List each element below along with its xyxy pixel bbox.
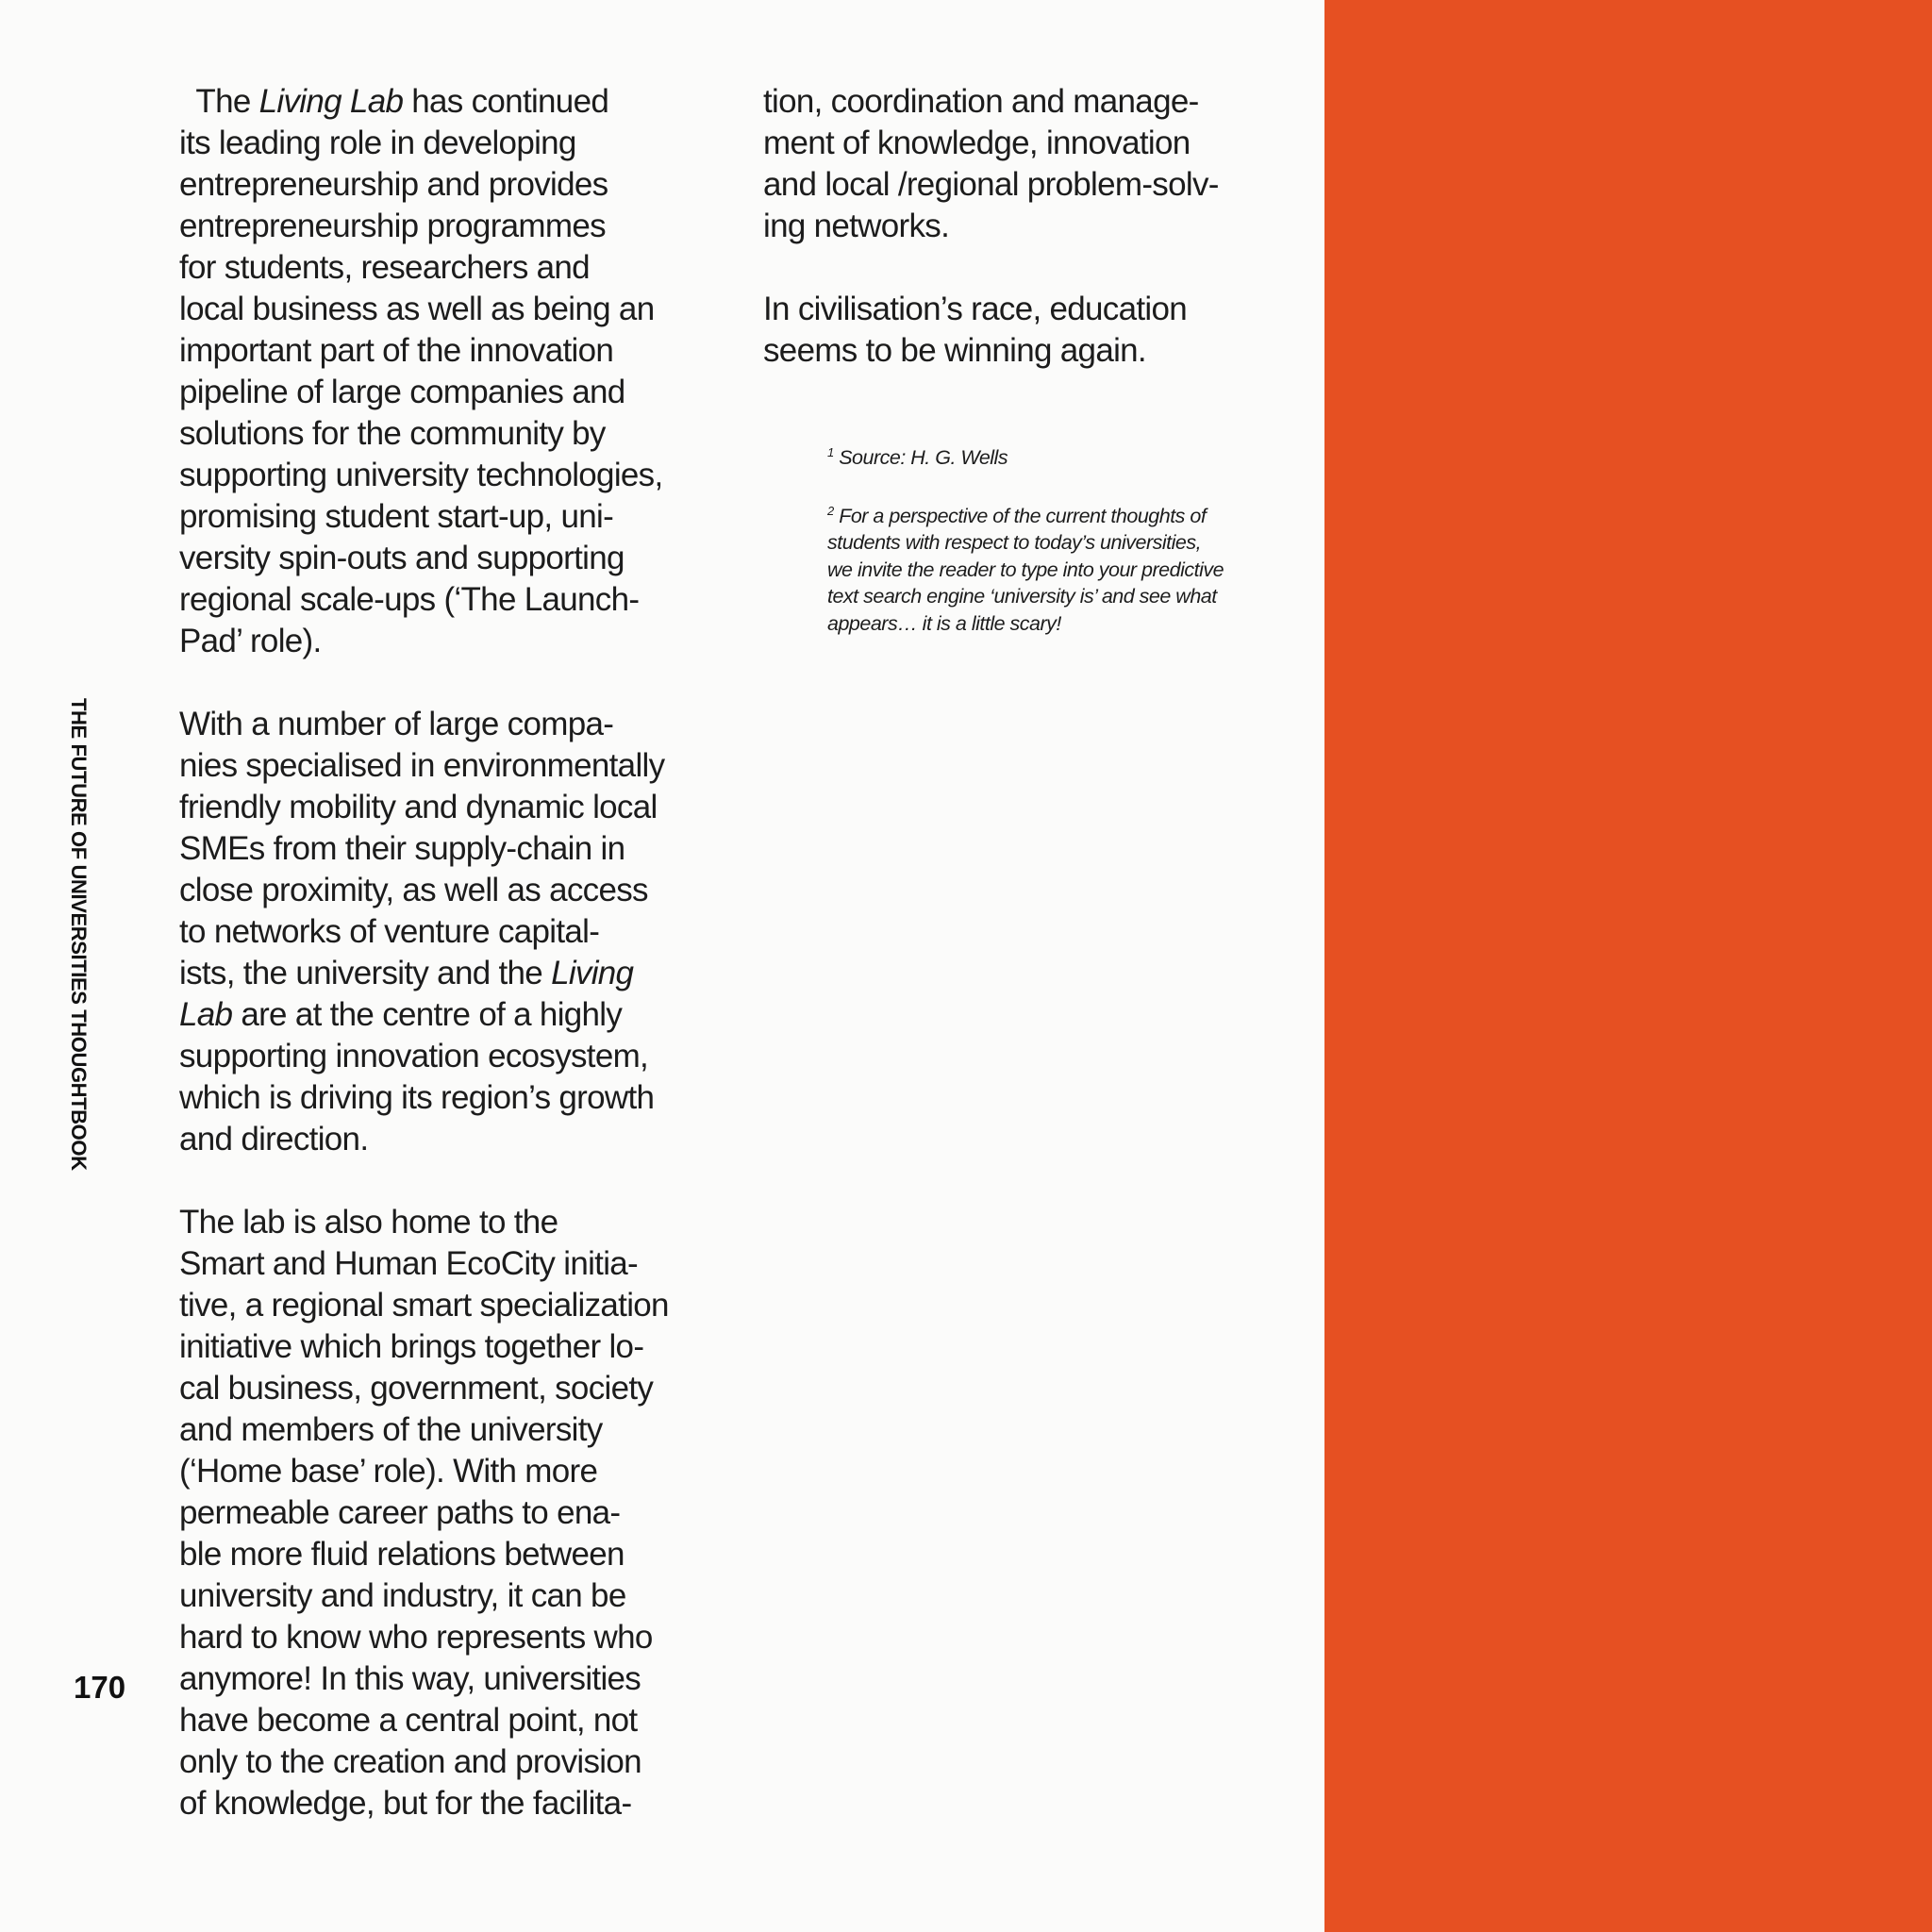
orange-color-panel — [1324, 0, 1932, 1932]
footnote-2 — [827, 498, 1299, 638]
footnote-marker: 1 — [827, 445, 834, 459]
right-text-column — [763, 81, 1291, 372]
paragraph-ecocity: The lab is also home to the Smart and Human EcoCity initia- tive, a regional smart specialization initiative which brings together lo- cal business, government, society and members of the university (‘Home base’ role). With more permeable career paths to ena- ble more fluid relations between university and industry, it can be hard to know who represents who anymore! In this way, universities have become a central point, not only to the creation and provision of knowledge, but for the facilita- — [179, 1204, 669, 1822]
living-lab-italic: Living Lab — [258, 83, 404, 120]
paragraph-lead-text-end: has continued — [403, 83, 609, 120]
paragraph-continuation: tion, coordination and manage- ment of knowledge, innovation and local /regional problem-solv- ing networks. — [763, 83, 1219, 244]
running-title: THE FUTURE OF UNIVERSITIES THOUGHTBOOK — [67, 698, 91, 1171]
paragraph-living-lab-role — [179, 81, 708, 662]
footnote-spacer — [827, 472, 1299, 498]
left-text-column — [179, 81, 708, 1824]
footnote-text: Source: H. G. Wells — [833, 446, 1008, 469]
footnote-text: For a perspective of the current thoughts of students with respect to today’s universities, we invite the reader to type into your predictive text search engine ‘university is’ and see what appears… it is a little scary! — [827, 504, 1224, 635]
paragraph-body-text-end: are at the centre of a highly supporting innovation ecosystem, which is driving its region’s growth and direction. — [179, 996, 655, 1158]
paragraph-spacer — [763, 247, 1291, 289]
paragraph-lead-text: The — [179, 83, 259, 120]
paragraph-body-text: its leading role in developing entrepreneurship and provides entrepreneurship programmes for students, researchers and local business as well as being an important part of the innovation pipeline of large companies and solutions for the community by supporting university technologies, promising student start-up, uni- versity spin-outs and supporting regional scale-ups (‘The Launch- Pad’ role). — [179, 125, 663, 659]
living-italic: Living — [551, 955, 634, 991]
footnote-1 — [827, 440, 1299, 472]
page-number: 170 — [74, 1670, 126, 1705]
paragraph-ecosystem — [179, 704, 708, 1160]
paragraph-civilisation: In civilisation’s race, education seems to be winning again. — [763, 291, 1188, 369]
paragraph-spacer — [179, 1160, 708, 1202]
lab-italic: Lab — [179, 996, 233, 1033]
footnotes — [827, 440, 1299, 637]
paragraph-body-text: With a number of large compa- nies specialised in environmentally friendly mobility and dynamic local SMEs from their supply-chain in close proximity, as well as access to networks of venture capital- ists, the university and the — [179, 706, 665, 991]
footnote-marker: 2 — [827, 503, 834, 518]
paragraph-spacer — [179, 662, 708, 704]
